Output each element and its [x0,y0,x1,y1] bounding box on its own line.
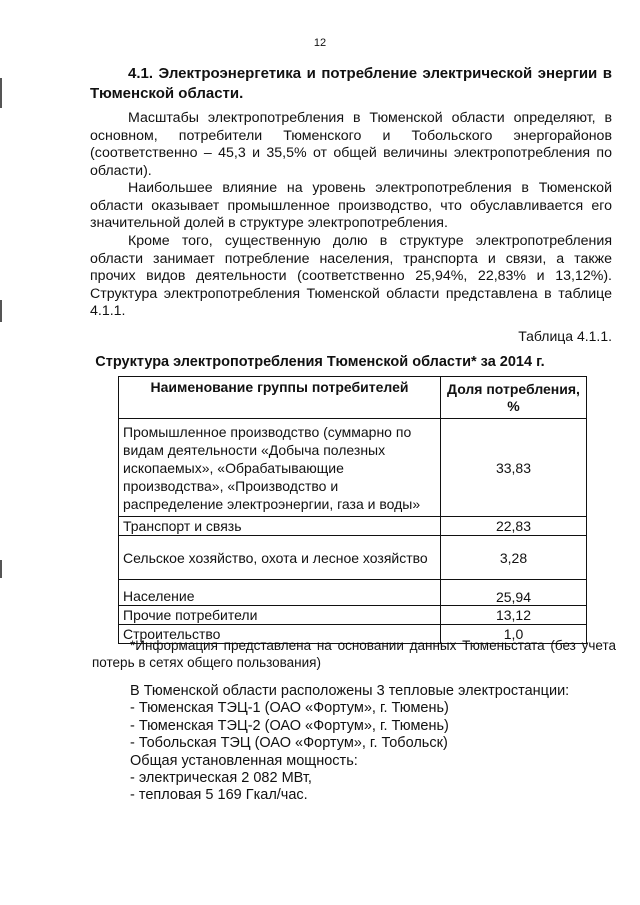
header-share: Доля потребления, % [441,377,587,419]
row-value: 3,28 [441,536,587,580]
table-title: Структура электропотребления Тюменской области* за 2014 г. [95,354,545,370]
table-caption: Таблица 4.1.1. [518,328,612,344]
station-item: - Тюменская ТЭЦ-2 (ОАО «Фортум», г. Тюмень) [130,717,449,734]
station-item: - Тюменская ТЭЦ-1 (ОАО «Фортум», г. Тюмень) [130,700,449,717]
power-stations-block [130,683,569,805]
table-header-row [119,377,587,419]
table-row [119,517,587,536]
row-name: Сельское хозяйство, охота и лесное хозяйство [119,536,441,580]
section-heading-line-1: 4.1. Электроэнергетика и потребление электрической энергии в [128,65,612,82]
section-heading [90,64,612,104]
scan-edge-mark [0,560,2,578]
row-name: Промышленное производство (суммарно по видам деятельности «Добыча полезных ископаемых», «Обрабатывающие производства», «Производство и распределение электроэнергии, газа и воды» [119,419,441,517]
capacity-item: - электрическая 2 082 МВт, [130,770,312,787]
table-row [119,536,587,580]
row-value: 1,0 [441,625,587,644]
table-row [119,419,587,517]
row-value: 22,83 [441,517,587,536]
row-value: 25,94 [441,580,587,606]
paragraph-2: Наибольшее влияние на уровень электропотребления в Тюменской области оказывает промышленное производство, что обуславливается его значительной долей в структуре электропотребления. [90,180,612,231]
capacity-title: Общая установленная мощность: [130,752,358,769]
paragraph-3: Кроме того, существенную долю в структуре электропотребления области занимает потребление населения, транспорта и связи, а также прочих видов деятельности (соответственно 25,94%, 22,83% и 13,12%). Структура электропотребления Тюменской области представлена в таблице 4.1.1. [90,233,612,319]
page-number: 12 [313,37,327,49]
scan-edge-mark [0,78,2,108]
table-footnote: *Информация представлена на основании данных Тюменьстата (без учета потерь в сетях общего пользования) [92,638,616,670]
row-value: 13,12 [441,606,587,625]
stations-intro: В Тюменской области расположены 3 тепловые электростанции: [130,683,570,699]
row-name: Прочие потребители [119,606,441,625]
header-consumer-group: Наименование группы потребителей [119,377,441,419]
consumption-table [118,376,587,644]
paragraph-1: Масштабы электропотребления в Тюменской области определяют, в основном, потребители Тюменского и Тобольского энергорайонов (соответственно – 45,3 и 35,5% от общей величины электропотребления по области). [90,110,612,179]
scan-edge-mark [0,300,2,322]
table-row [119,580,587,606]
row-name: Население [119,580,441,606]
row-value: 33,83 [441,419,587,517]
row-name: Строительство [119,625,441,644]
capacity-item: - тепловая 5 169 Гкал/час. [130,787,308,804]
table-row [119,606,587,625]
row-name: Транспорт и связь [119,517,441,536]
section-heading-line-2: Тюменской области. [90,85,244,102]
station-item: - Тобольская ТЭЦ (ОАО «Фортум», г. Тобольск) [130,735,448,752]
